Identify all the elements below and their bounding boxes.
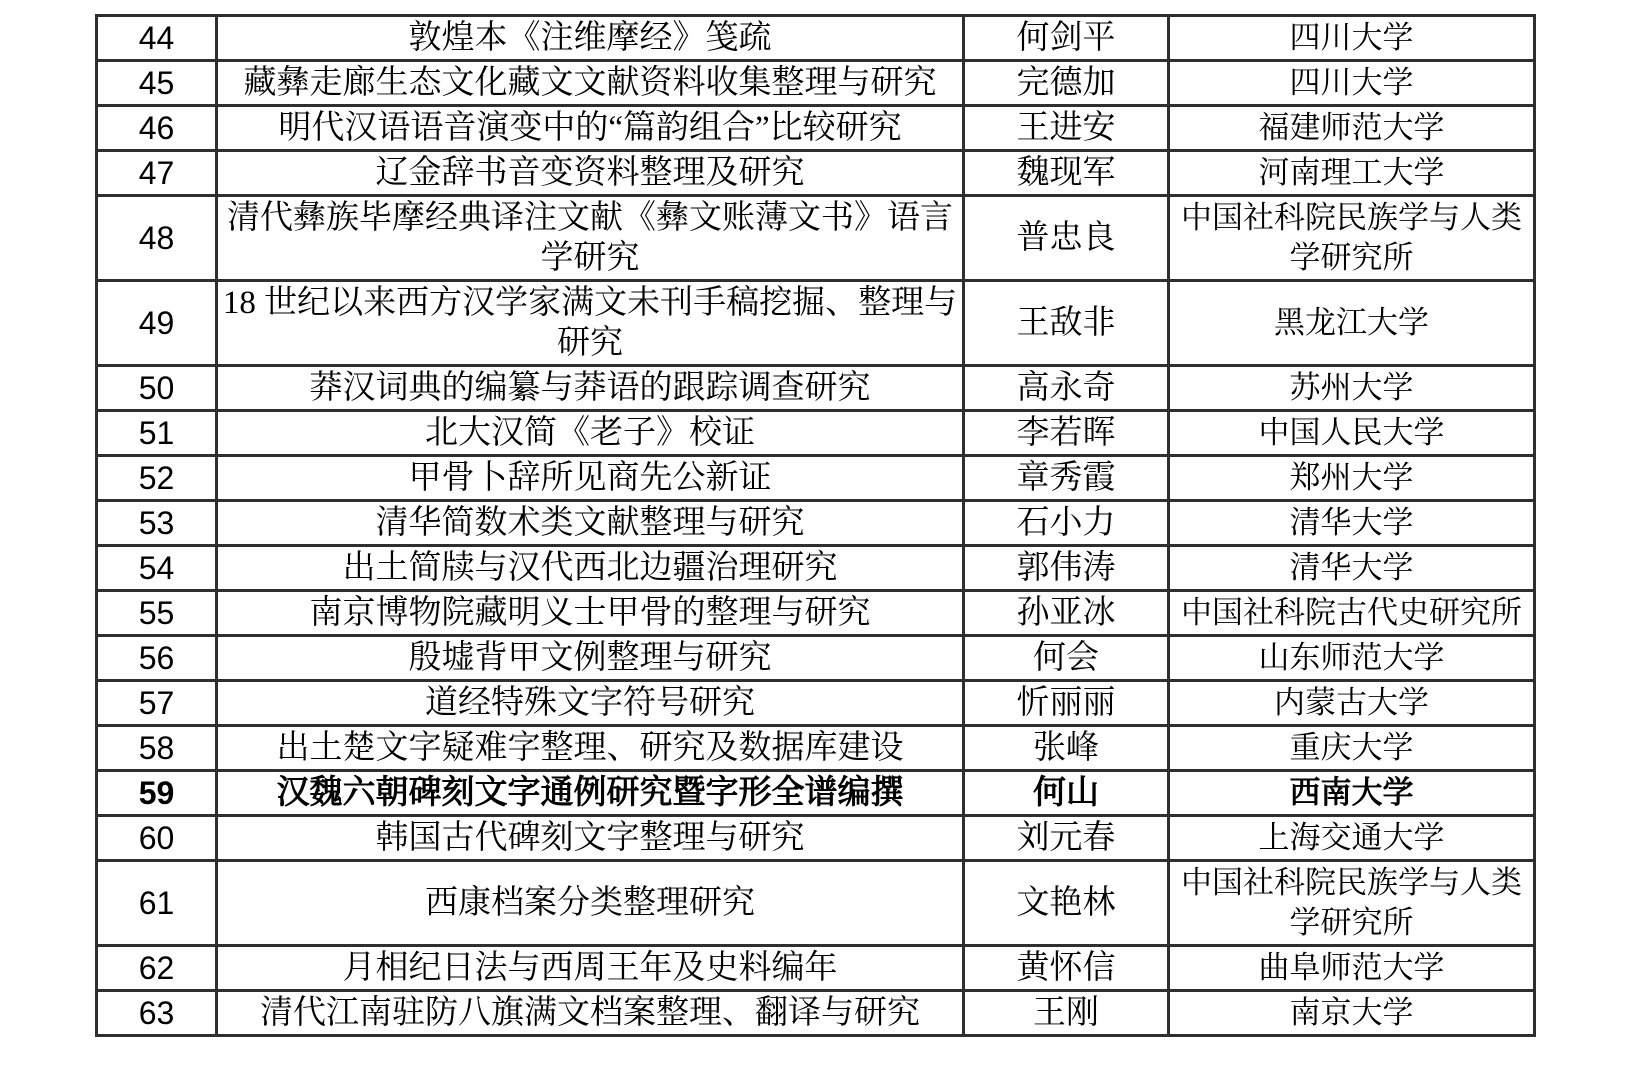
cell-institution: 南京大学 xyxy=(1169,991,1535,1036)
cell-institution: 清华大学 xyxy=(1169,546,1535,591)
cell-leader-name: 郭伟涛 xyxy=(964,546,1169,591)
cell-row-number: 49 xyxy=(97,281,217,366)
cell-institution: 福建师范大学 xyxy=(1169,106,1535,151)
table-row xyxy=(97,816,1535,861)
cell-project-title: 18 世纪以来西方汉学家满文未刊手稿挖掘、整理与研究 xyxy=(217,281,964,366)
table-body xyxy=(97,16,1535,1036)
cell-leader-name: 王进安 xyxy=(964,106,1169,151)
table-row xyxy=(97,991,1535,1036)
table-row xyxy=(97,456,1535,501)
cell-institution: 四川大学 xyxy=(1169,16,1535,61)
cell-row-number: 57 xyxy=(97,681,217,726)
cell-row-number: 50 xyxy=(97,366,217,411)
table-row xyxy=(97,61,1535,106)
cell-row-number: 52 xyxy=(97,456,217,501)
cell-leader-name: 李若晖 xyxy=(964,411,1169,456)
cell-leader-name: 张峰 xyxy=(964,726,1169,771)
cell-institution: 郑州大学 xyxy=(1169,456,1535,501)
table-row xyxy=(97,501,1535,546)
cell-row-number: 58 xyxy=(97,726,217,771)
cell-leader-name: 章秀霞 xyxy=(964,456,1169,501)
cell-institution: 曲阜师范大学 xyxy=(1169,946,1535,991)
cell-row-number: 59 xyxy=(97,771,217,816)
cell-project-title: 莽汉词典的编纂与莽语的跟踪调查研究 xyxy=(217,366,964,411)
cell-project-title: 西康档案分类整理研究 xyxy=(217,861,964,946)
cell-row-number: 61 xyxy=(97,861,217,946)
cell-project-title: 敦煌本《注维摩经》笺疏 xyxy=(217,16,964,61)
cell-row-number: 48 xyxy=(97,196,217,281)
cell-project-title: 北大汉简《老子》校证 xyxy=(217,411,964,456)
table-row xyxy=(97,16,1535,61)
cell-leader-name: 完德加 xyxy=(964,61,1169,106)
table-row xyxy=(97,946,1535,991)
table-row xyxy=(97,106,1535,151)
table-row xyxy=(97,151,1535,196)
research-projects-table xyxy=(95,14,1536,1037)
cell-row-number: 46 xyxy=(97,106,217,151)
cell-leader-name: 忻丽丽 xyxy=(964,681,1169,726)
cell-leader-name: 刘元春 xyxy=(964,816,1169,861)
cell-leader-name: 黄怀信 xyxy=(964,946,1169,991)
cell-leader-name: 王敌非 xyxy=(964,281,1169,366)
cell-institution: 河南理工大学 xyxy=(1169,151,1535,196)
cell-institution: 内蒙古大学 xyxy=(1169,681,1535,726)
cell-row-number: 62 xyxy=(97,946,217,991)
cell-row-number: 56 xyxy=(97,636,217,681)
cell-row-number: 47 xyxy=(97,151,217,196)
table-row xyxy=(97,546,1535,591)
cell-institution: 清华大学 xyxy=(1169,501,1535,546)
cell-institution: 上海交通大学 xyxy=(1169,816,1535,861)
table-row xyxy=(97,196,1535,281)
cell-project-title: 殷墟背甲文例整理与研究 xyxy=(217,636,964,681)
cell-institution: 中国人民大学 xyxy=(1169,411,1535,456)
cell-project-title: 道经特殊文字符号研究 xyxy=(217,681,964,726)
table-row xyxy=(97,281,1535,366)
cell-row-number: 55 xyxy=(97,591,217,636)
cell-row-number: 54 xyxy=(97,546,217,591)
cell-leader-name: 普忠良 xyxy=(964,196,1169,281)
cell-institution: 中国社科院民族学与人类学研究所 xyxy=(1169,861,1535,946)
cell-row-number: 53 xyxy=(97,501,217,546)
cell-project-title: 月相纪日法与西周王年及史料编年 xyxy=(217,946,964,991)
table-row xyxy=(97,681,1535,726)
cell-leader-name: 高永奇 xyxy=(964,366,1169,411)
cell-leader-name: 何会 xyxy=(964,636,1169,681)
cell-institution: 山东师范大学 xyxy=(1169,636,1535,681)
table-row xyxy=(97,411,1535,456)
cell-project-title: 南京博物院藏明义士甲骨的整理与研究 xyxy=(217,591,964,636)
cell-project-title: 汉魏六朝碑刻文字通例研究暨字形全谱编撰 xyxy=(217,771,964,816)
cell-project-title: 辽金辞书音变资料整理及研究 xyxy=(217,151,964,196)
cell-institution: 中国社科院民族学与人类学研究所 xyxy=(1169,196,1535,281)
cell-leader-name: 石小力 xyxy=(964,501,1169,546)
cell-leader-name: 何山 xyxy=(964,771,1169,816)
cell-project-title: 韩国古代碑刻文字整理与研究 xyxy=(217,816,964,861)
cell-leader-name: 魏现军 xyxy=(964,151,1169,196)
cell-project-title: 清代江南驻防八旗满文档案整理、翻译与研究 xyxy=(217,991,964,1036)
table-row xyxy=(97,591,1535,636)
cell-institution: 中国社科院古代史研究所 xyxy=(1169,591,1535,636)
cell-leader-name: 王刚 xyxy=(964,991,1169,1036)
table-row xyxy=(97,861,1535,946)
cell-row-number: 44 xyxy=(97,16,217,61)
cell-leader-name: 何剑平 xyxy=(964,16,1169,61)
cell-institution: 苏州大学 xyxy=(1169,366,1535,411)
cell-row-number: 63 xyxy=(97,991,217,1036)
cell-project-title: 甲骨卜辞所见商先公新证 xyxy=(217,456,964,501)
cell-institution: 重庆大学 xyxy=(1169,726,1535,771)
table-row xyxy=(97,771,1535,816)
cell-institution: 西南大学 xyxy=(1169,771,1535,816)
cell-project-title: 出土简牍与汉代西北边疆治理研究 xyxy=(217,546,964,591)
cell-row-number: 51 xyxy=(97,411,217,456)
cell-institution: 四川大学 xyxy=(1169,61,1535,106)
table-row xyxy=(97,636,1535,681)
cell-project-title: 出土楚文字疑难字整理、研究及数据库建设 xyxy=(217,726,964,771)
table-row xyxy=(97,366,1535,411)
cell-institution: 黑龙江大学 xyxy=(1169,281,1535,366)
cell-leader-name: 文艳林 xyxy=(964,861,1169,946)
cell-project-title: 清华简数术类文献整理与研究 xyxy=(217,501,964,546)
cell-project-title: 藏彝走廊生态文化藏文文献资料收集整理与研究 xyxy=(217,61,964,106)
cell-leader-name: 孙亚冰 xyxy=(964,591,1169,636)
cell-row-number: 45 xyxy=(97,61,217,106)
cell-row-number: 60 xyxy=(97,816,217,861)
cell-project-title: 明代汉语语音演变中的“篇韵组合”比较研究 xyxy=(217,106,964,151)
table-row xyxy=(97,726,1535,771)
cell-project-title: 清代彝族毕摩经典译注文献《彝文账薄文书》语言学研究 xyxy=(217,196,964,281)
